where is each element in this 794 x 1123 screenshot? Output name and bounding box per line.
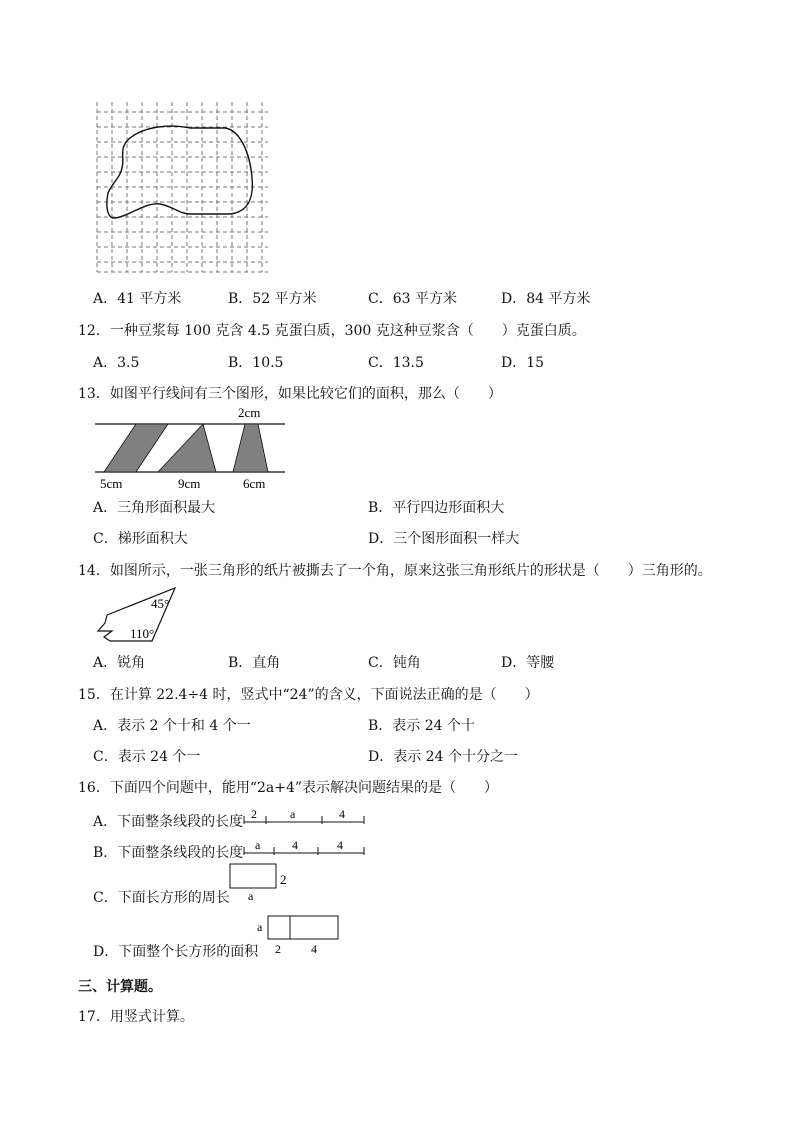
q12-option-d[interactable]: D．15 bbox=[501, 355, 545, 371]
q14-option-a[interactable]: A．锐角 bbox=[93, 655, 146, 671]
q16-stem: 16．下面四个问题中，能用“2a+4”表示解决问题结果的是（ ） bbox=[78, 780, 499, 796]
q14-option-c[interactable]: C．钝角 bbox=[368, 655, 421, 671]
q16-b-label-1: a bbox=[255, 838, 261, 852]
q16-option-c-rectangle-figure bbox=[228, 862, 294, 904]
q16-option-d-rectangle-figure bbox=[254, 912, 346, 958]
q16-c-label-side: 2 bbox=[280, 872, 287, 887]
q12-option-c[interactable]: C．13.5 bbox=[368, 355, 424, 371]
q13-label-b1: 5cm bbox=[100, 476, 123, 491]
q13-label-top: 2cm bbox=[238, 405, 261, 420]
q14-option-b[interactable]: B．直角 bbox=[228, 655, 281, 671]
q16-option-d[interactable]: D．下面整个长方形的面积 bbox=[93, 944, 259, 960]
q16-b-label-3: 4 bbox=[337, 838, 343, 852]
q17-stem: 17．用竖式计算。 bbox=[78, 1009, 194, 1025]
q16-option-a[interactable]: A．下面整条线段的长度 bbox=[93, 814, 244, 830]
q16-option-b[interactable]: B．下面整条线段的长度 bbox=[93, 845, 244, 861]
q16-d-label-b1: 2 bbox=[275, 942, 281, 956]
q15-option-c[interactable]: C．表示 24 个一 bbox=[93, 749, 201, 765]
section-3-heading: 三、计算题。 bbox=[78, 979, 162, 995]
q13-option-d[interactable]: D．三个图形面积一样大 bbox=[368, 531, 520, 547]
q16-option-b-segment-figure bbox=[242, 835, 368, 857]
q13-option-b[interactable]: B．平行四边形面积大 bbox=[368, 500, 505, 516]
q16-option-c[interactable]: C．下面长方形的周长 bbox=[93, 890, 230, 906]
q14-stem: 14．如图所示，一张三角形的纸片被撕去了一个角，原来这张三角形纸片的形状是（ ）三角形的。 bbox=[78, 563, 712, 579]
q15-option-d[interactable]: D．表示 24 个十分之一 bbox=[368, 749, 518, 765]
q14-option-d[interactable]: D．等腰 bbox=[501, 655, 555, 671]
q13-stem: 13．如图平行线间有三个图形，如果比较它们的面积，那么（ ） bbox=[78, 386, 502, 402]
q13-option-c[interactable]: C．梯形面积大 bbox=[93, 531, 188, 547]
q16-a-label-1: 2 bbox=[251, 807, 257, 821]
q16-a-label-3: 4 bbox=[339, 807, 345, 821]
q16-option-a-segment-figure bbox=[242, 804, 368, 826]
q15-option-b[interactable]: B．表示 24 个十 bbox=[368, 718, 476, 734]
q13-label-b3: 6cm bbox=[243, 476, 266, 491]
q15-stem: 15．在计算 22.4÷4 时，竖式中“24”的含义，下面说法正确的是（ ） bbox=[78, 687, 539, 703]
q11-option-b[interactable]: B．52 平方米 bbox=[228, 291, 317, 307]
q11-option-d[interactable]: D．84 平方米 bbox=[501, 291, 591, 307]
q12-option-a[interactable]: A．3.5 bbox=[93, 355, 140, 371]
q13-label-b2: 9cm bbox=[178, 476, 201, 491]
q14-label-angle2: 110° bbox=[130, 626, 155, 641]
q12-stem: 12．一种豆浆每 100 克含 4.5 克蛋白质，300 克这种豆浆含（ ）克蛋白质。 bbox=[78, 323, 586, 339]
q16-d-label-left: a bbox=[257, 920, 263, 934]
q15-option-a[interactable]: A．表示 2 个十和 4 个一 bbox=[93, 718, 251, 734]
q16-c-label-bottom: a bbox=[248, 889, 254, 903]
q16-b-label-2: 4 bbox=[292, 838, 298, 852]
q16-a-label-2: a bbox=[290, 807, 296, 821]
q13-option-a[interactable]: A．三角形面积最大 bbox=[93, 500, 216, 516]
q16-d-label-b2: 4 bbox=[311, 942, 317, 956]
q11-option-a[interactable]: A．41 平方米 bbox=[93, 291, 182, 307]
q12-option-b[interactable]: B．10.5 bbox=[228, 355, 284, 371]
q11-option-c[interactable]: C．63 平方米 bbox=[368, 291, 457, 307]
q14-label-angle1: 45° bbox=[151, 596, 170, 611]
q14-torn-triangle-figure bbox=[90, 583, 190, 645]
q13-parallel-figure bbox=[90, 402, 300, 494]
q11-grid-figure bbox=[90, 98, 275, 276]
